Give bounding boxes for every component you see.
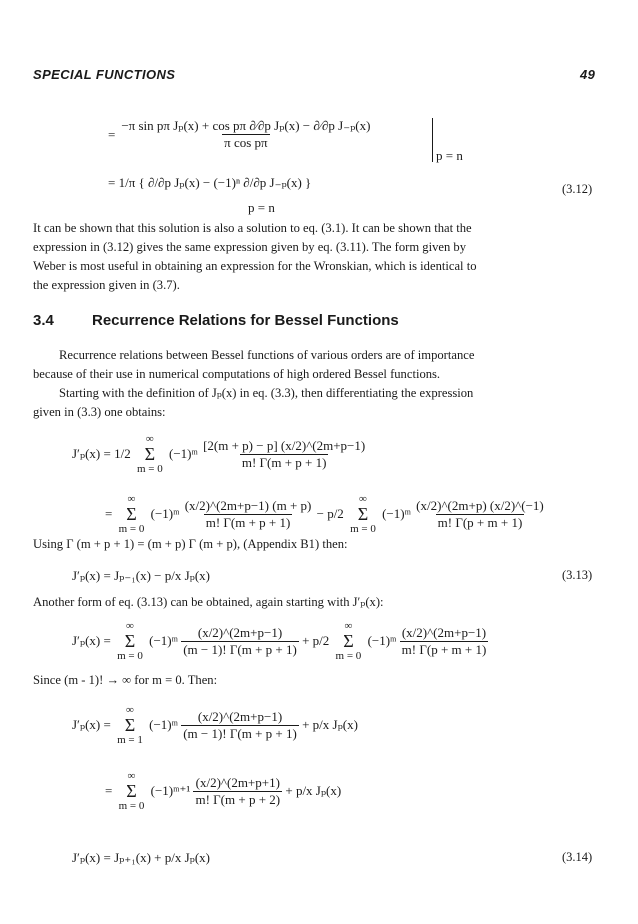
numerator: (x/2)^(2m+p−1) [197,624,283,640]
sum-upper-limit: ∞ [126,704,134,716]
sign-term: (−1)ᵐ [149,717,178,732]
sign-term: (−1)ᵐ [382,506,411,521]
denominator: m! Γ(m + p + 2) [195,791,281,807]
numerator: (x/2)^(2m+p−1) [197,708,283,724]
sum-upper-limit: ∞ [126,620,134,632]
sigma-icon: Σ [144,444,156,464]
section-number: 3.4 [33,312,54,329]
text-line: given in (3.3) one obtains: [33,405,166,419]
paragraph [33,219,613,295]
text-line: It can be shown that this solution is also a solution to eq. (3.1). It can be shown that the [33,221,472,235]
evaluated-at: p = n [436,148,463,163]
running-header: SPECIAL FUNCTIONS [33,67,176,82]
numerator: −π sin pπ Jₚ(x) + cos pπ ∂⁄∂p Jₚ(x) − ∂⁄∂p J₋ₚ(x) [121,118,371,133]
fraction [193,775,282,808]
fraction [181,625,299,658]
sigma-icon: Σ [126,781,137,801]
sign-term: (−1)ᵐ [149,633,178,648]
sum-lower-limit: m = 0 [136,463,163,475]
lhs: J′ₚ(x) = [72,717,111,732]
denominator: π cos pπ [224,135,268,150]
summation [336,620,362,662]
text-line: Another form of eq. (3.13) can be obtained, again starting with J′ₚ(x): [33,595,384,609]
tail-term: + p/x Jₚ(x) [302,717,358,732]
equation-body: { ∂/∂p Jₚ(x) − (−1)ⁿ ∂/∂p J₋ₚ(x) } [138,175,312,190]
summation [137,433,163,475]
paragraph [33,346,613,422]
equation-3-13: J′ₚ(x) = Jₚ₋₁(x) − p/x Jₚ(x) [72,568,211,583]
section-title: Recurrence Relations for Bessel Functions [92,312,399,329]
page-number: 49 [580,67,596,82]
summation [350,493,376,535]
fraction [119,118,372,151]
sign-term: (−1)ᵐ [168,446,198,461]
text-line: Since (m - 1)! → ∞ for m = 0. Then: [33,673,218,687]
tail-term: + p/x Jₚ(x) [285,783,342,798]
equation-number: (3.14) [562,850,593,864]
text-line: the expression given in (3.7). [33,278,180,292]
sum-lower-limit: m = 0 [118,523,145,535]
sign-term: (−1)ᵐ [150,506,180,521]
denominator: (m − 1)! Γ(m + p + 1) [183,641,297,657]
denominator: m! Γ(p + m + 1) [401,641,487,657]
text-line: Using Γ (m + p + 1) = (m + p) Γ (m + p), (Appendix B1) then: [33,537,348,551]
text-line: expression in (3.12) gives the same expression given by eq. (3.11). The form given by [33,240,466,254]
text-line: Weber is most useful in obtaining an expression for the Wronskian, which is identical to [33,259,477,273]
sum-lower-limit: m = 0 [335,650,362,662]
equation-alternative [72,620,488,662]
numerator: [2(m + p) − p] (x/2)^(2m+p−1) [203,437,366,453]
lhs: J′ₚ(x) = [72,633,111,648]
sum-lower-limit: m = 1 [117,734,143,746]
prefix-fraction: 1/π [118,175,136,190]
lhs: J′ₚ(x) = [72,446,111,461]
fraction [201,438,367,471]
equation-3-14: J′ₚ(x) = Jₚ₊₁(x) + p/x Jₚ(x) [72,850,211,865]
sum-upper-limit: ∞ [127,770,136,782]
numerator: (x/2)^(2m+p+1) [195,774,280,790]
equals-sign: = [108,175,116,190]
equals-sign: = [105,506,113,521]
numerator: (x/2)^(2m+p−1) [401,624,487,640]
summation [117,704,143,746]
sigma-icon: Σ [343,631,354,651]
sign-term: (−1)ᵐ⁺¹ [150,783,191,798]
equation-shifted [72,704,358,746]
evaluated-at: p = n [248,200,275,215]
sum-upper-limit: ∞ [145,433,154,445]
denominator: m! Γ(m + p + 1) [241,454,327,470]
sum-lower-limit: m = 0 [117,650,143,662]
sum-lower-limit: m = 0 [350,523,376,535]
operator-term: − p/2 [316,506,344,521]
sigma-icon: Σ [124,631,136,651]
equation-top [108,118,372,151]
numerator: (x/2)^(2m+p) (x/2)^(−1) [416,497,544,513]
equation-reindexed [105,770,341,812]
summation [119,493,145,535]
sum-lower-limit: m = 0 [118,800,145,812]
equation-derivative [72,433,367,475]
denominator: m! Γ(m + p + 1) [205,514,291,530]
coefficient: 1/2 [114,446,131,461]
fraction [183,498,314,531]
fraction [181,709,299,742]
sigma-icon: Σ [124,715,136,735]
equals-sign: = [108,126,116,142]
sum-upper-limit: ∞ [359,493,367,505]
sum-upper-limit: ∞ [344,620,353,632]
equation-expanded [105,493,546,535]
numerator: (x/2)^(2m+p−1) (m + p) [184,497,312,513]
sign-term: (−1)ᵐ [367,633,397,648]
equation-number: (3.13) [562,568,593,582]
text-line: Starting with the definition of Jₚ(x) in eq. (3.3), then differentiating the expression [59,386,474,400]
denominator: (m − 1)! Γ(m + p + 1) [183,725,297,741]
text-line: Recurrence relations between Bessel functions of various orders are of importance [59,348,475,362]
equation-number: (3.12) [562,182,593,196]
summation [117,620,143,662]
sigma-icon: Σ [126,504,137,524]
sigma-icon: Σ [357,504,369,524]
evaluation-bar [432,118,433,162]
equals-sign: = [105,783,113,798]
equation-3-12 [108,175,311,191]
fraction [400,625,489,658]
operator-term: + p/2 [302,633,330,648]
sum-upper-limit: ∞ [127,493,136,505]
denominator: m! Γ(p + m + 1) [437,514,523,530]
summation [119,770,145,812]
text-line: because of their use in numerical computations of high ordered Bessel functions. [33,367,441,381]
fraction [414,498,546,531]
